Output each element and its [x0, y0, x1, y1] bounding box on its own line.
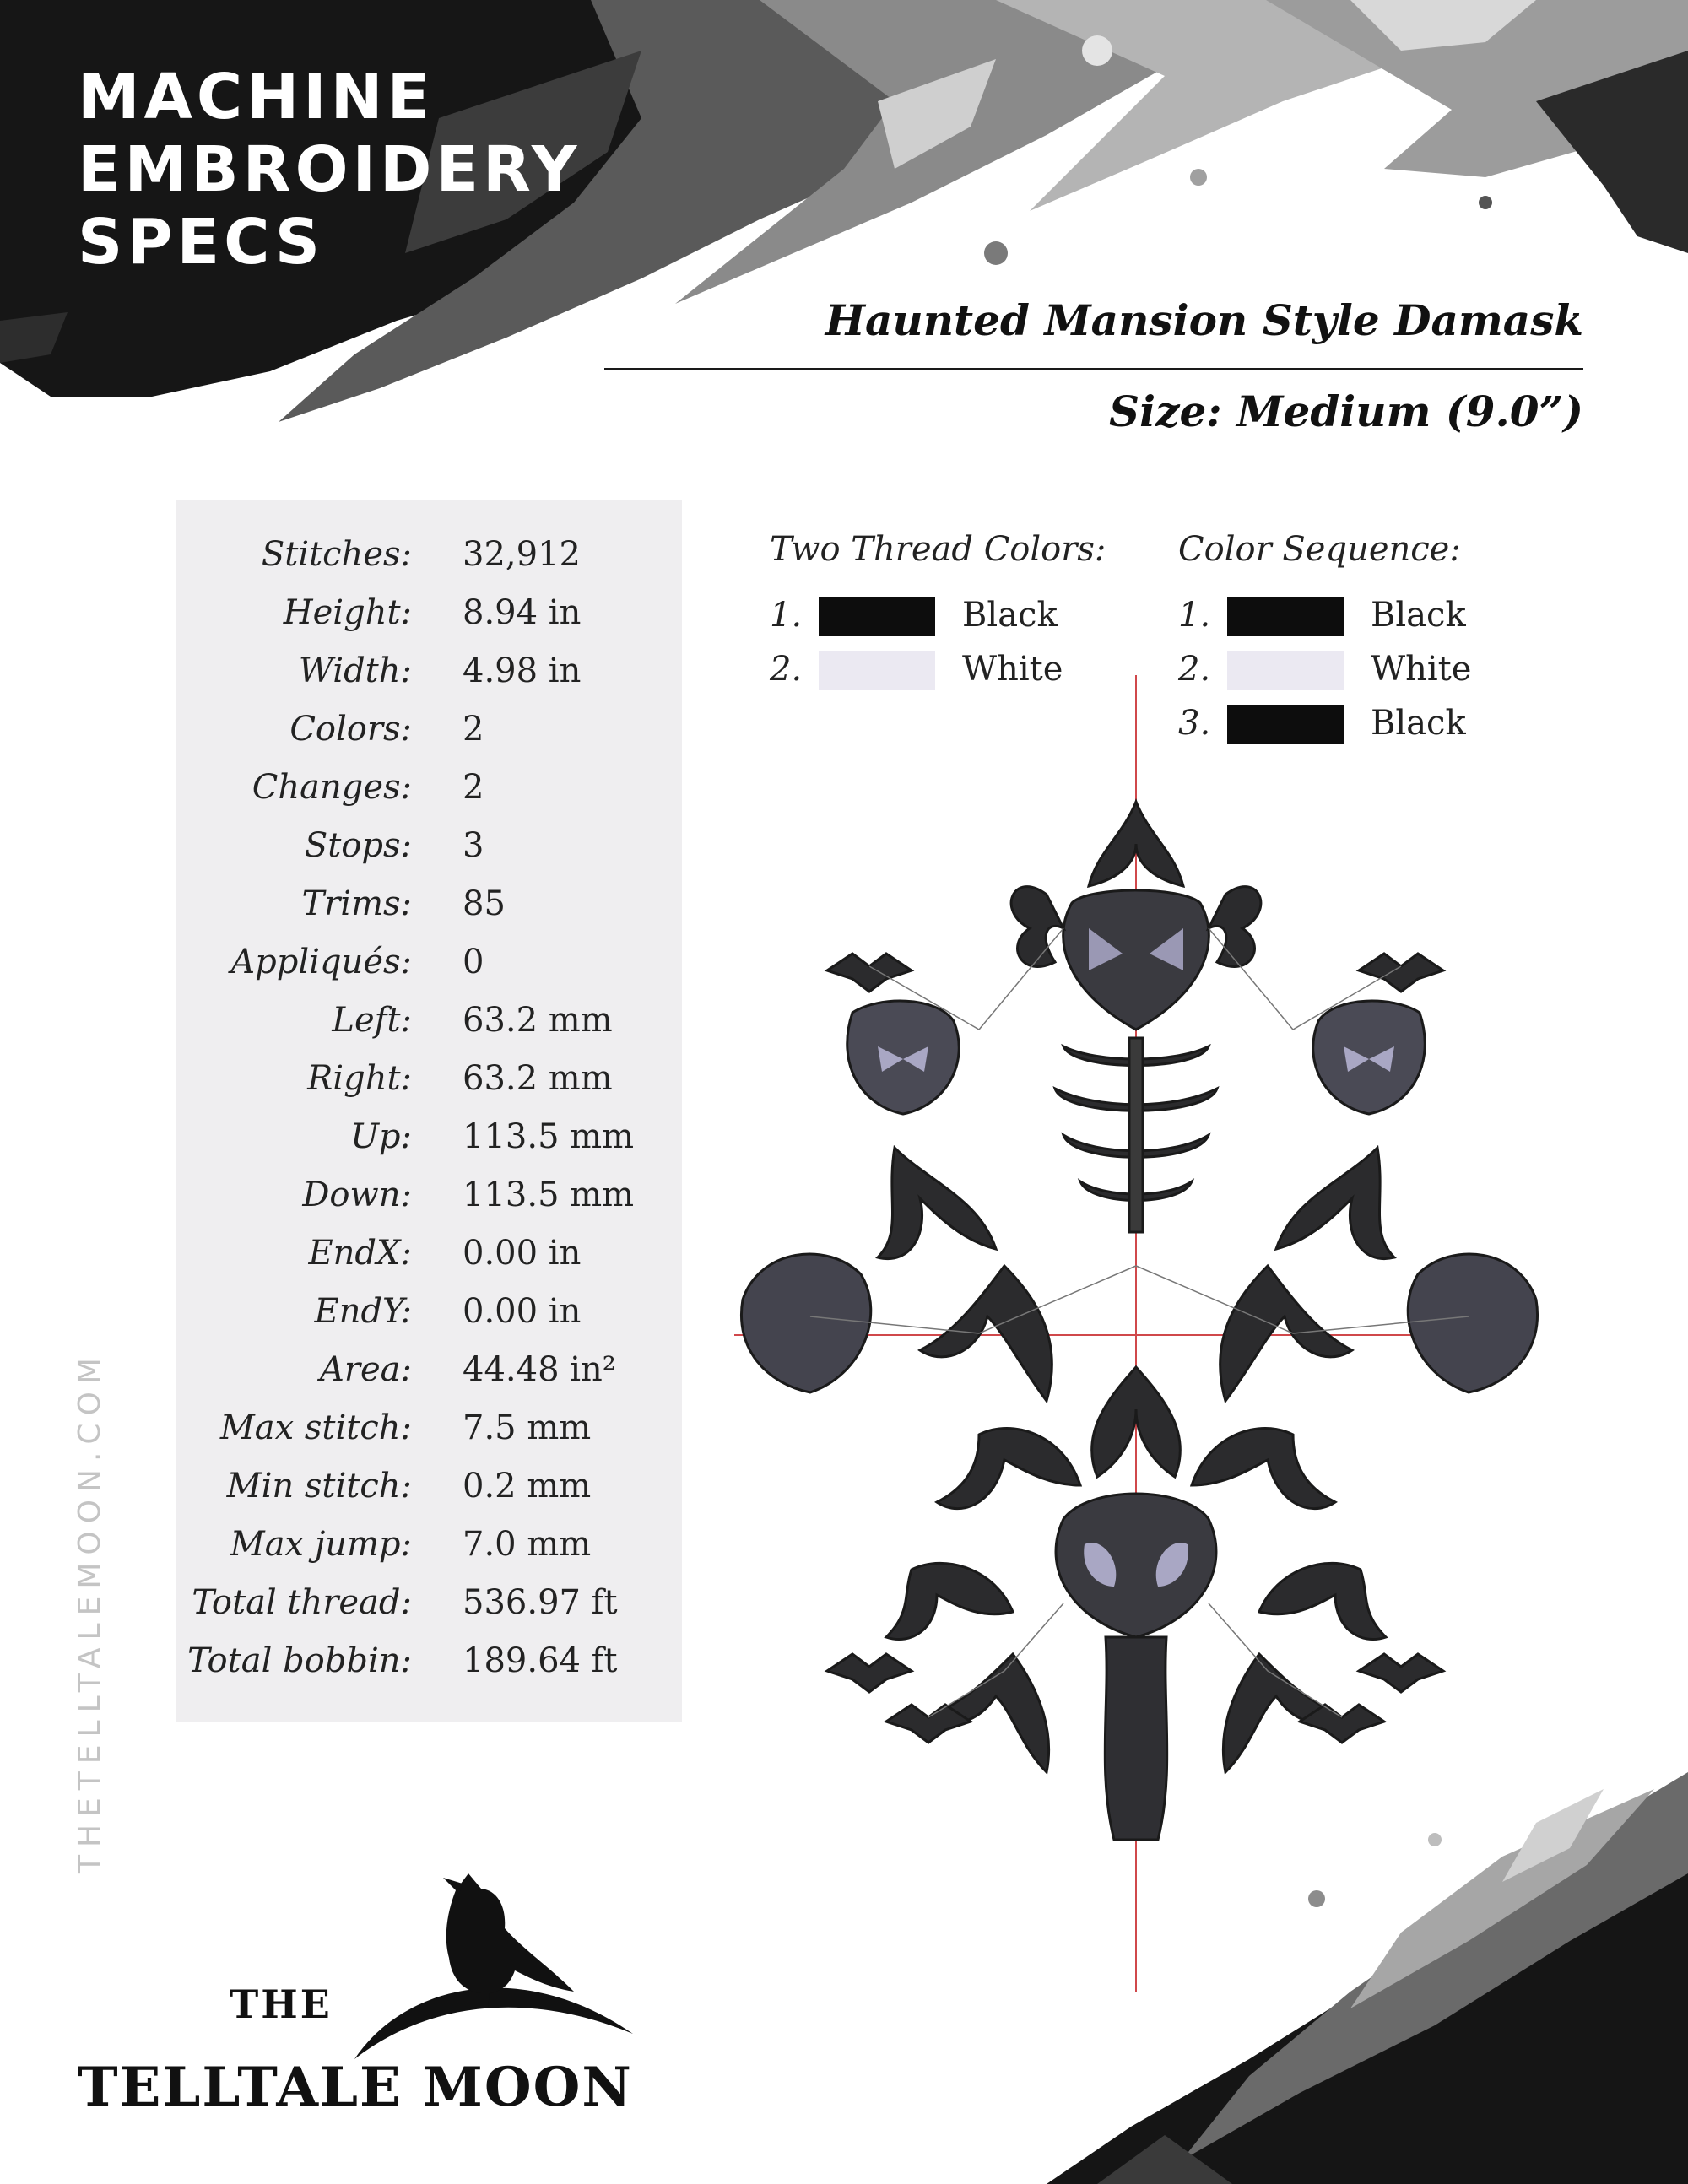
document-title [78, 61, 582, 278]
spec-label: Down: [302, 1176, 412, 1214]
spec-value: 4.98 in [463, 651, 582, 690]
spec-label: Stitches: [261, 535, 412, 574]
title-line-1: MACHINE [78, 61, 435, 133]
sequence-number: 1. [1178, 596, 1211, 635]
spec-row [176, 1059, 682, 1117]
spec-label: Stops: [304, 826, 412, 865]
spec-value: 0 [463, 943, 484, 981]
spec-row [176, 1583, 682, 1641]
spec-row [176, 1641, 682, 1700]
spec-label: Colors: [289, 710, 412, 749]
spec-row [176, 826, 682, 884]
title-line-3: SPECS [78, 206, 325, 278]
spec-value: 85 [463, 884, 506, 923]
spec-label: Width: [298, 651, 412, 690]
thread-color-item [770, 591, 1124, 641]
spec-row [176, 1117, 682, 1176]
sequence-swatch [1227, 597, 1344, 636]
spec-label: Changes: [252, 768, 412, 807]
spec-label: Right: [307, 1059, 412, 1098]
spec-label: Max jump: [230, 1525, 412, 1564]
spec-row [176, 1176, 682, 1234]
specs-panel [176, 500, 682, 1722]
spec-label: EndY: [314, 1292, 412, 1331]
spec-row [176, 884, 682, 943]
spec-label: Up: [350, 1117, 412, 1156]
sequence-color-name: Black [1371, 704, 1466, 743]
spec-value: 113.5 mm [463, 1176, 635, 1214]
spec-row [176, 593, 682, 651]
embroidery-design-preview [726, 675, 1553, 1992]
spec-value: 2 [463, 768, 484, 807]
spec-value: 0.00 in [463, 1292, 582, 1331]
spec-value: 0.2 mm [463, 1467, 592, 1506]
spec-label: Min stitch: [226, 1467, 412, 1506]
color-sequence-heading: Color Sequence: [1178, 530, 1461, 569]
spec-value: 189.64 ft [463, 1641, 618, 1680]
sequence-number: 3. [1178, 704, 1211, 743]
spec-row [176, 1408, 682, 1467]
spec-value: 113.5 mm [463, 1117, 635, 1156]
spec-value: 8.94 in [463, 593, 582, 632]
thread-color-name: Black [962, 596, 1058, 635]
sequence-number: 2. [1178, 650, 1211, 689]
spec-value: 63.2 mm [463, 1059, 613, 1098]
spec-label: Appliqués: [230, 943, 412, 981]
spec-value: 7.0 mm [463, 1525, 592, 1564]
spec-row [176, 1525, 682, 1583]
thread-color-swatch [819, 597, 935, 636]
design-name: Haunted Mansion Style Damask [825, 295, 1583, 345]
thread-color-name: White [962, 650, 1063, 689]
spec-label: Trims: [301, 884, 412, 923]
spec-value: 7.5 mm [463, 1408, 592, 1447]
spec-value: 63.2 mm [463, 1001, 613, 1040]
spec-row [176, 710, 682, 768]
spec-value: 536.97 ft [463, 1583, 618, 1622]
sequence-item [1178, 591, 1533, 641]
spec-label: Max stitch: [219, 1408, 412, 1447]
spec-row [176, 1001, 682, 1059]
spec-row [176, 651, 682, 710]
thread-color-number: 1. [770, 596, 803, 635]
spec-label: EndX: [308, 1234, 412, 1273]
spec-label: Total thread: [192, 1583, 412, 1622]
spec-row [176, 1467, 682, 1525]
spec-value: 3 [463, 826, 484, 865]
spec-row [176, 768, 682, 826]
sequence-color-name: Black [1371, 596, 1466, 635]
spec-value: 32,912 [463, 535, 581, 574]
spec-label: Height: [283, 593, 412, 632]
spec-value: 2 [463, 710, 484, 749]
spec-label: Left: [332, 1001, 412, 1040]
design-size: Size: Medium (9.0”) [1108, 387, 1583, 436]
thread-color-number: 2. [770, 650, 803, 689]
spec-value: 0.00 in [463, 1234, 582, 1273]
raven-moon-logo-icon [354, 1865, 633, 2059]
header-divider [604, 368, 1583, 370]
spec-label: Total bobbin: [187, 1641, 412, 1680]
spec-row [176, 1292, 682, 1350]
spec-value: 44.48 in² [463, 1350, 616, 1389]
spec-row [176, 1234, 682, 1292]
spec-row [176, 943, 682, 1001]
website-vertical-text: THETELLTALEMOON.COM [73, 1350, 107, 1873]
title-line-2: EMBROIDERY [78, 133, 582, 206]
thread-colors-heading: Two Thread Colors: [770, 530, 1106, 569]
spec-row [176, 1350, 682, 1408]
spec-label: Area: [319, 1350, 412, 1389]
logo-brand-name: TELLTALE MOON [78, 2056, 633, 2119]
sequence-color-name: White [1371, 650, 1472, 689]
spec-row [176, 535, 682, 593]
logo-the-text: THE [230, 1981, 333, 2027]
